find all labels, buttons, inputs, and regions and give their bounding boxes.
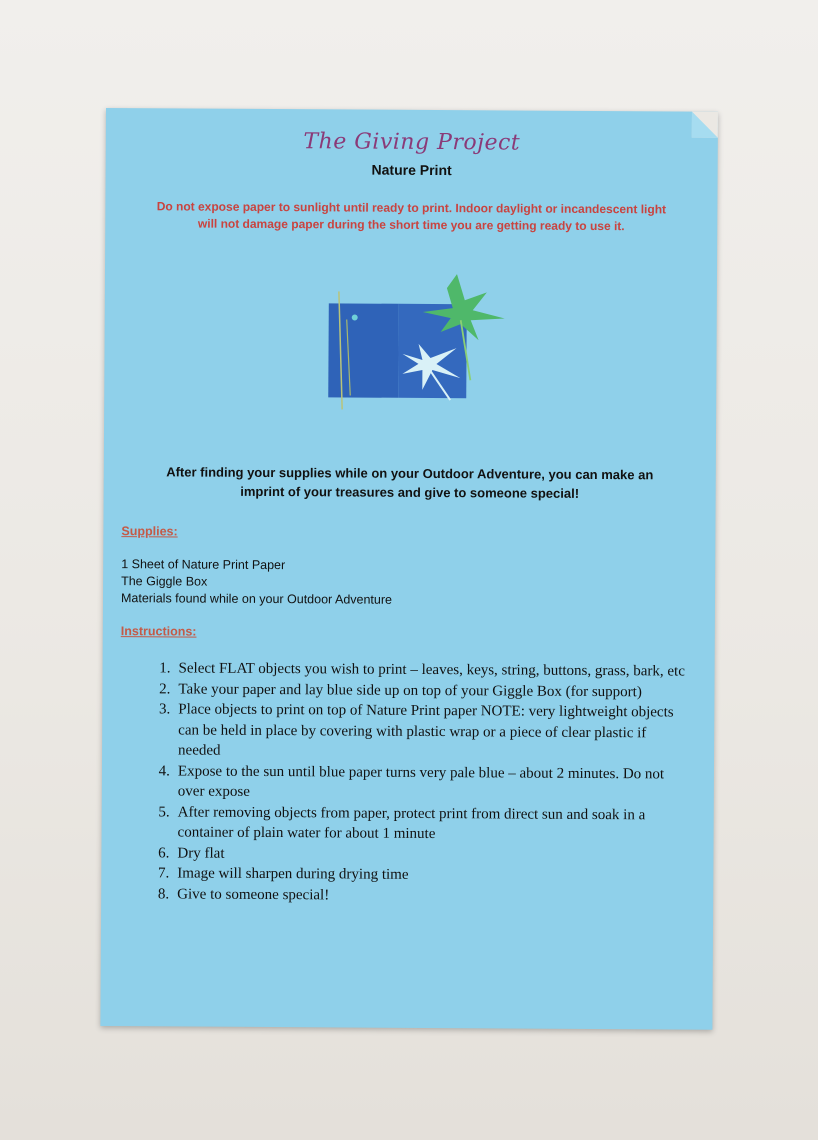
print-paper-left xyxy=(328,303,399,397)
step-text: Take your paper and lay blue side up on top of your Giggle Box (for support) xyxy=(178,680,642,700)
supply-item: The Giggle Box xyxy=(121,574,208,589)
instructions-heading: Instructions: xyxy=(120,624,197,639)
step-number: 4. xyxy=(158,762,171,779)
supplies-list xyxy=(121,556,392,609)
step-text: Select FLAT objects you wish to print – leaves, keys, string, buttons, grass, bark, etc xyxy=(178,660,685,680)
supply-item: Materials found while on your Outdoor Adventure xyxy=(120,591,393,607)
step-number: 3. xyxy=(159,701,171,718)
instruction-step xyxy=(142,699,690,764)
instruction-step xyxy=(142,761,690,805)
intro-text: After finding your supplies while on your Outdoor Adventure, you can make an imprint of your treasures and give to someone special! xyxy=(166,464,654,501)
step-number: 1. xyxy=(159,660,171,677)
step-text: Give to someone special! xyxy=(177,885,330,903)
instruction-step xyxy=(142,802,690,846)
step-number: 5. xyxy=(158,803,170,820)
nature-print-image xyxy=(310,269,511,420)
step-number: 6. xyxy=(158,844,170,861)
step-text: After removing objects from paper, protect print from direct sun and soak in a container of plain water for about 1 minute xyxy=(177,803,646,843)
supply-item: 1 Sheet of Nature Print Paper xyxy=(121,557,286,573)
warning-text: Do not expose paper to sunlight until ready to print. Indoor daylight or incandescent light will not damage paper during the short time you are getting ready to use it. xyxy=(156,199,667,234)
step-text: Expose to the sun until blue paper turns very pale blue – about 2 minutes. Do not over expose xyxy=(177,762,665,800)
instructions-list xyxy=(141,658,690,907)
instruction-step xyxy=(141,884,689,908)
step-text: Place objects to print on top of Nature Print paper NOTE: very lightweight objects can be held in place by covering with plastic wrap or a piece of clear plastic if needed xyxy=(178,701,674,759)
flyer-sheet xyxy=(100,108,718,1030)
step-text: Image will sharpen during drying time xyxy=(177,865,409,883)
step-number: 2. xyxy=(159,680,171,697)
step-number: 8. xyxy=(157,885,170,902)
supplies-heading: Supplies: xyxy=(121,524,178,539)
page-subtitle: Nature Print xyxy=(371,161,452,179)
page-title: The Giving Project xyxy=(303,129,521,156)
step-number: 7. xyxy=(158,865,170,882)
step-text: Dry flat xyxy=(177,844,225,862)
seed-head xyxy=(352,315,358,321)
